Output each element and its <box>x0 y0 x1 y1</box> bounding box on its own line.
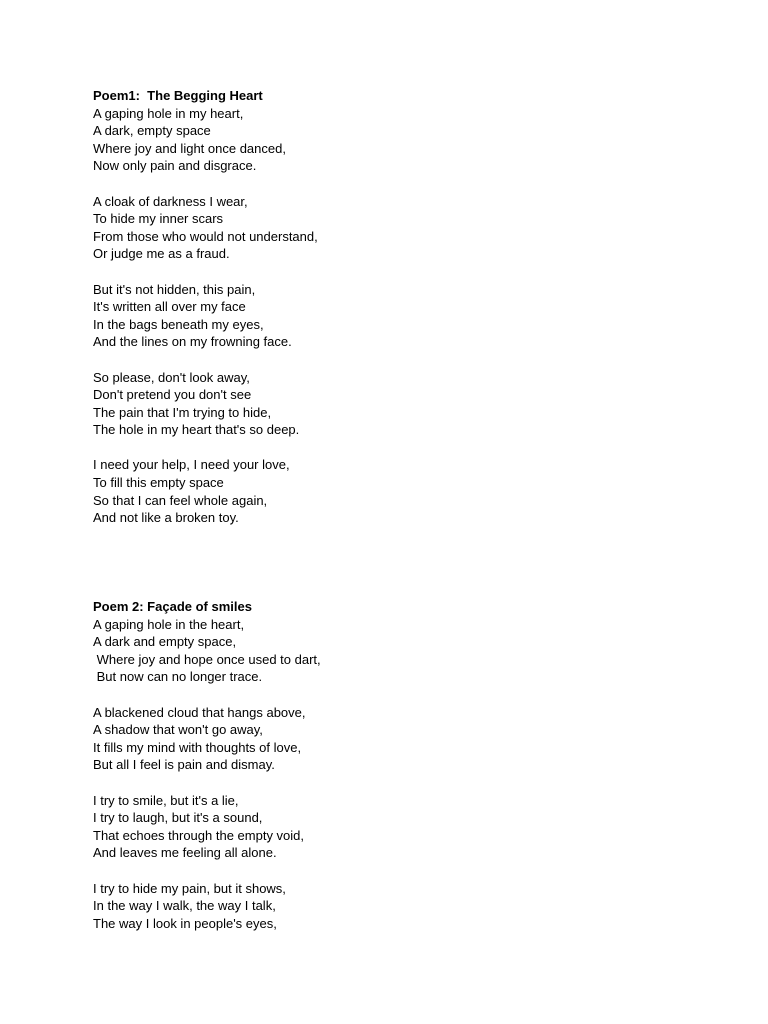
poem-line: I need your help, I need your love, <box>93 457 290 473</box>
stanza <box>93 792 693 862</box>
poem-line: That echoes through the empty void, <box>93 827 305 843</box>
poem-line: And leaves me feeling all alone. <box>93 845 277 861</box>
poem-line: Or judge me as a fraud. <box>93 246 230 262</box>
poem-line: Where joy and hope once used to dart, <box>93 651 321 667</box>
stanza <box>93 105 693 175</box>
poem-line: Where joy and light once danced, <box>93 140 286 156</box>
poem-line: I try to smile, but it's a lie, <box>93 792 239 808</box>
stanza <box>93 616 693 686</box>
poem-line: A cloak of darkness I wear, <box>93 193 248 209</box>
poem-line: So please, don't look away, <box>93 369 250 385</box>
poem-line: It fills my mind with thoughts of love, <box>93 739 302 755</box>
poem-line: But it's not hidden, this pain, <box>93 281 256 297</box>
stanza <box>93 193 693 263</box>
poem-line: To fill this empty space <box>93 475 224 491</box>
poem-line: To hide my inner scars <box>93 211 224 227</box>
stanza <box>93 456 693 526</box>
stanza <box>93 880 693 933</box>
poem-line: So that I can feel whole again, <box>93 492 268 508</box>
stanza <box>93 281 693 351</box>
poem-line: And the lines on my frowning face. <box>93 334 292 350</box>
stanza <box>93 369 693 439</box>
poem-line: A dark, empty space <box>93 123 211 139</box>
stanza <box>93 704 693 774</box>
poem-line: Now only pain and disgrace. <box>93 158 257 174</box>
poem-line: In the bags beneath my eyes, <box>93 316 264 332</box>
poem-line: But all I feel is pain and dismay. <box>93 757 275 773</box>
poem-line: A blackened cloud that hangs above, <box>93 704 306 720</box>
poem-line: A gaping hole in my heart, <box>93 105 244 121</box>
poem-line: It's written all over my face <box>93 299 246 315</box>
poem-line: The way I look in people's eyes, <box>93 915 277 931</box>
poem-2 <box>93 598 693 950</box>
poem-line: And not like a broken toy. <box>93 510 239 526</box>
poem-line: In the way I walk, the way I talk, <box>93 898 276 914</box>
poem-title: Poem 2: Façade of smiles <box>93 599 252 614</box>
poem-line: The pain that I'm trying to hide, <box>93 404 272 420</box>
poem-title: Poem1: The Begging Heart <box>93 88 263 103</box>
poem-line: But now can no longer trace. <box>93 669 263 685</box>
poem-line: Don't pretend you don't see <box>93 387 252 403</box>
poem-line: From those who would not understand, <box>93 228 318 244</box>
poem-line: I try to hide my pain, but it shows, <box>93 880 286 896</box>
poem-line: I try to laugh, but it's a sound, <box>93 810 263 826</box>
poem-line: A dark and empty space, <box>93 634 237 650</box>
poem-line: A shadow that won't go away, <box>93 722 263 738</box>
poem-1 <box>93 87 693 544</box>
poem-line: A gaping hole in the heart, <box>93 616 245 632</box>
poem-line: The hole in my heart that's so deep. <box>93 422 300 438</box>
